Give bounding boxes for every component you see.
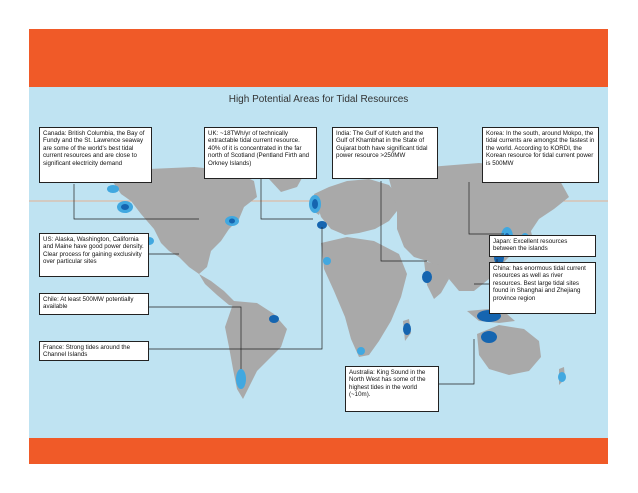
- hotspot-africa-w: [323, 257, 331, 265]
- callout-korea: Korea: In the south, around Mokpo, the tidal currents are amongst the fastest in the world. According to KORDI, the Korean resource for tidal current power is 500MW: [482, 127, 599, 183]
- callout-australia: Australia: King Sound in the North West has some of the highest tides in the world (~10m).: [345, 366, 439, 412]
- hotspot-uk-core: [312, 199, 318, 209]
- south-america: [225, 301, 287, 399]
- map-title: High Potential Areas for Tidal Resources: [228, 94, 409, 105]
- callout-japan: Japan: Excellent resources between the islands: [489, 235, 596, 257]
- slide: [29, 29, 608, 464]
- callout-india: India: The Gulf of Kutch and the Gulf of Khambhat in the State of Gujarat both have significant tidal power resource >250MW: [332, 127, 438, 179]
- hotspot-chile: [236, 369, 246, 389]
- hotspot-fundy-core: [229, 219, 235, 224]
- europe: [314, 179, 399, 235]
- africa: [321, 237, 407, 357]
- leader-australia: [439, 339, 474, 384]
- hotspot-india: [422, 271, 432, 283]
- callout-chile: Chile: At least 500MW potentially available: [39, 293, 149, 315]
- callout-canada: Canada: British Columbia, the Bay of Fundy and the St. Lawrence seaway are some of the world's best tidal current resources and are close to significant electricity demand: [39, 127, 152, 183]
- callout-us: US: Alaska, Washington, California and Maine have good power density. Clear process for gaining exclusivity over particular sites: [39, 233, 149, 277]
- hotspot-nz: [558, 372, 566, 382]
- callout-uk: UK: ~18TWh/yr of technically extractable tidal current resource. 40% of it is concentrated in the far north of Scotland (Pentland Firth and Orkney Islands): [204, 127, 317, 179]
- hotspot-bc-core: [121, 204, 129, 210]
- callout-china: China: has enormous tidal current resources as well as river resources. Best large tidal sites found in Shanghai and Zhejiang province region: [489, 262, 596, 314]
- hotspot-alaska: [107, 185, 119, 193]
- hotspot-madagascar: [403, 323, 411, 335]
- central-america: [199, 274, 239, 307]
- hotspot-africa-s: [357, 347, 365, 355]
- leader-chile: [149, 307, 241, 369]
- hotspot-australia: [481, 331, 497, 343]
- callout-france: France: Strong tides around the Channel Islands: [39, 341, 149, 361]
- hotspot-brazil: [269, 315, 279, 323]
